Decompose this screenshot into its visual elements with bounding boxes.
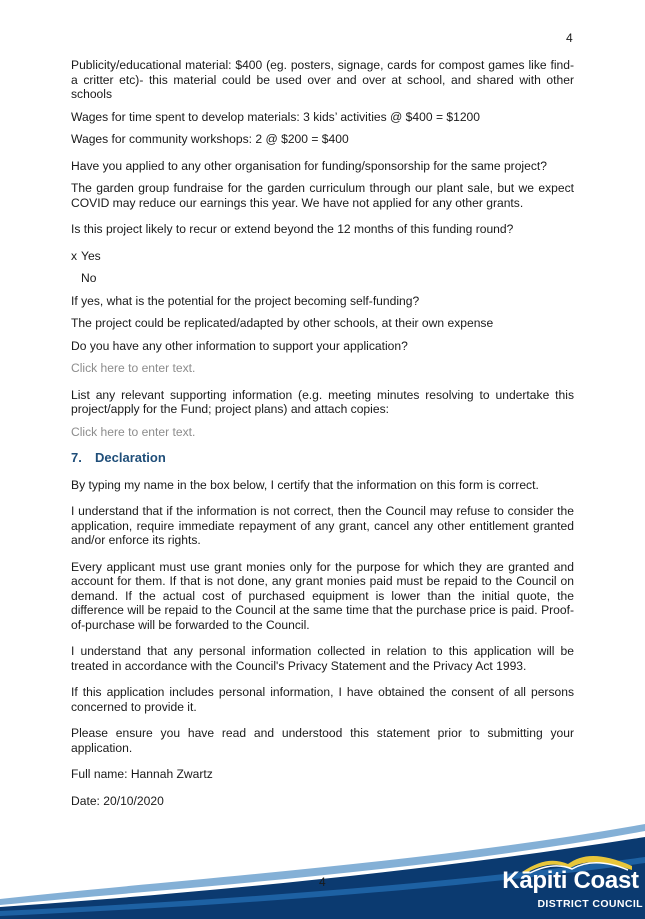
declaration-para-3: Every applicant must use grant monies only for the purpose for which they are granted and account for them. If that is not done, any grant monies paid must be repaid to the Council on demand. If the actual cost of purchased equipment is lower than the initial quote, the difference will be repaid to the Council at the same time that the purchase price is paid. Proof-of-purchase will be forwarded to the Council. bbox=[71, 559, 574, 632]
budget-wages-workshops: Wages for community workshops: 2 @ $200 = $400 bbox=[71, 132, 349, 146]
question-recur: Is this project likely to recur or extend beyond the 12 months of this funding round? bbox=[71, 222, 514, 236]
placeholder-other-info[interactable]: Click here to enter text. bbox=[71, 361, 196, 375]
budget-wages-materials: Wages for time spent to develop materials: 3 kids’ activities @ $400 = $1200 bbox=[71, 109, 481, 124]
declaration-para-6: Please ensure you have read and understood this statement prior to submitting your application. bbox=[71, 726, 574, 755]
declaration-para-2: I understand that if the information is not correct, then the Council may refuse to consider the application, require immediate repayment of any grant, cancel any other entitlement granted and/or enforce its rights. bbox=[71, 504, 574, 547]
budget-publicity: Publicity/educational material: $400 (eg. posters, signage, cards for compost games like find-a critter etc)- this material could be used over and over at school, and shared with other schools bbox=[71, 58, 574, 101]
question-other-funding: Have you applied to any other organisation for funding/sponsorship for the same project? bbox=[71, 158, 547, 173]
declaration-para-4: I understand that any personal information collected in relation to this application will be treated in accordance with the Council's Privacy Statement and the Privacy Act 1993. bbox=[71, 644, 574, 673]
option-yes[interactable] bbox=[71, 249, 574, 264]
option-no[interactable] bbox=[71, 271, 574, 286]
answer-other-funding: The garden group fundraise for the garden curriculum through our plant sale, but we expect COVID may reduce our earnings this year. We have not applied for any other grants. bbox=[71, 181, 574, 210]
option-yes-mark: x bbox=[71, 248, 78, 263]
full-name-field[interactable]: Full name: Hannah Zwartz bbox=[71, 767, 213, 781]
declaration-number: 7. bbox=[71, 450, 82, 465]
page-number-top: 4 bbox=[566, 31, 573, 45]
answer-self-funding: The project could be replicated/adapted by other schools, at their own expense bbox=[71, 316, 494, 330]
option-no-label: No bbox=[81, 271, 97, 285]
council-logo-subtitle: DISTRICT COUNCIL bbox=[537, 898, 643, 910]
date-field[interactable]: Date: 20/10/2020 bbox=[71, 793, 164, 808]
footer-page-number: 4 bbox=[319, 875, 326, 889]
declaration-para-5: If this application includes personal information, I have obtained the consent of all persons concerned to provide it. bbox=[71, 685, 574, 714]
declaration-para-1: By typing my name in the box below, I certify that the information on this form is correct. bbox=[71, 477, 539, 492]
question-other-info: Do you have any other information to support your application? bbox=[71, 338, 408, 353]
document-body bbox=[71, 58, 574, 816]
declaration-title: Declaration bbox=[95, 450, 166, 465]
question-self-funding: If yes, what is the potential for the project becoming self-funding? bbox=[71, 293, 420, 308]
declaration-heading bbox=[71, 451, 574, 466]
council-logo-text: Kāpiti Coast bbox=[502, 867, 639, 894]
question-supporting-info: List any relevant supporting information (e.g. meeting minutes resolving to undertake this project/apply for the Fund; project plans) and attach copies: bbox=[71, 387, 574, 416]
placeholder-supporting-info[interactable]: Click here to enter text. bbox=[71, 424, 196, 439]
option-yes-label: Yes bbox=[81, 248, 101, 263]
